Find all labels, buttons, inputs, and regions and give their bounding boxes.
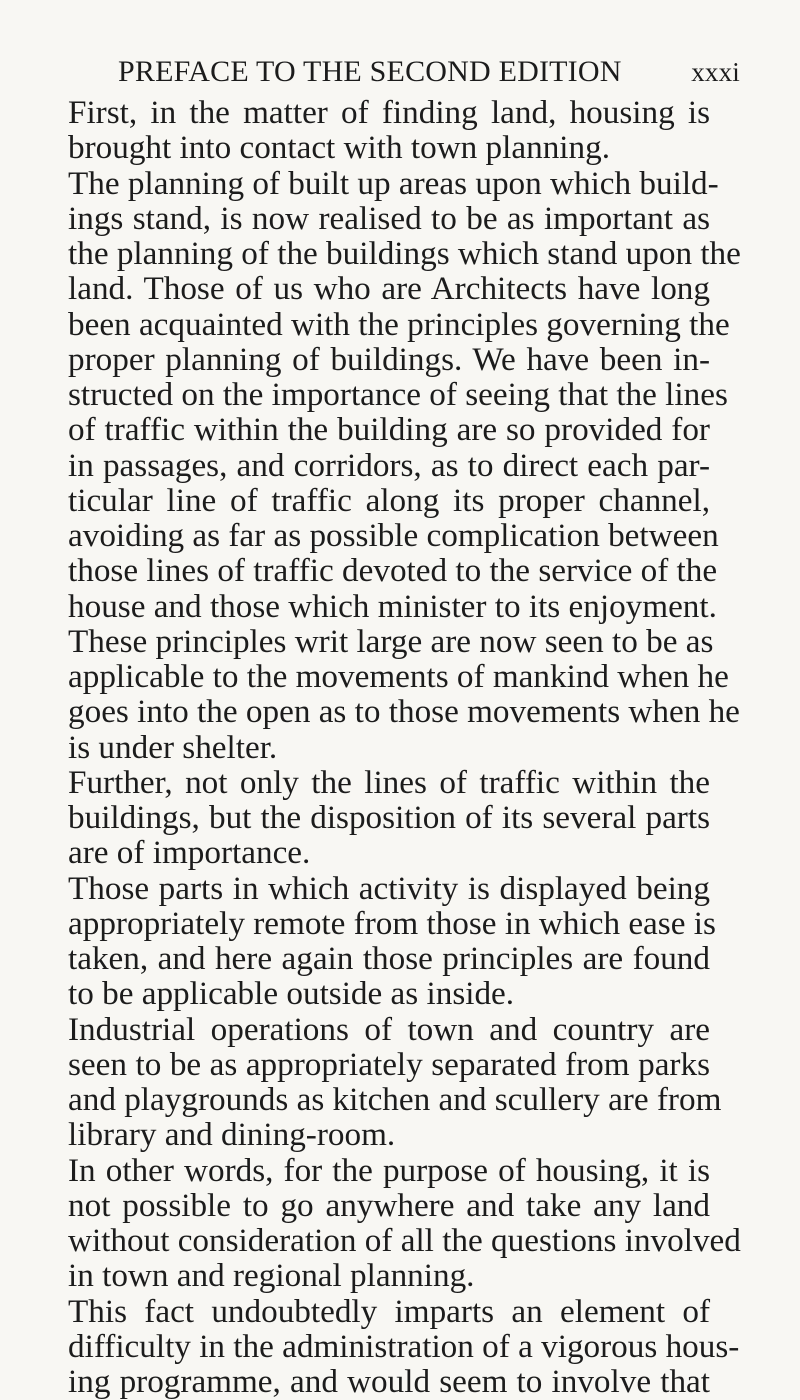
running-title: PREFACE TO THE SECOND EDITION xyxy=(118,55,622,88)
text-line: been acquainted with the principles governing the xyxy=(68,305,730,343)
text-line: Industrial operations of town and country are xyxy=(68,1010,710,1048)
text-line: buildings, but the disposition of its several parts xyxy=(68,799,710,836)
text-line: those lines of traffic devoted to the service of the xyxy=(68,552,718,590)
text-line: brought into contact with town planning. xyxy=(68,129,610,167)
text-line: avoiding as far as possible complication between xyxy=(68,517,719,554)
text-line: appropriately remote from those in which ease is xyxy=(68,904,716,942)
text-line: seen to be as appropriately separated from parks xyxy=(68,1045,710,1083)
running-head xyxy=(112,55,740,95)
text-line: of traffic within the building are so provided for xyxy=(68,411,710,449)
text-line: In other words, for the purpose of housing, it is xyxy=(68,1151,710,1189)
body-text xyxy=(68,94,741,1400)
text-line: is under shelter. xyxy=(68,728,278,766)
text-line: in passages, and corridors, as to direct each par- xyxy=(68,446,710,484)
text-line: applicable to the movements of mankind when he xyxy=(68,658,729,695)
text-line: Further, not only the lines of traffic within the xyxy=(68,763,710,801)
text-line: First, in the matter of finding land, housing is xyxy=(68,94,710,131)
text-line: Those parts in which activity is displayed being xyxy=(68,869,710,907)
text-line: These principles writ large are now seen to be as xyxy=(68,622,714,660)
text-line: goes into the open as to those movements when he xyxy=(68,693,740,731)
text-line: house and those which minister to its enjoyment. xyxy=(68,587,717,625)
text-line: in town and regional planning. xyxy=(68,1257,475,1295)
text-line: taken, and here again those principles are found xyxy=(68,940,710,977)
text-line: land. Those of us who are Architects have long xyxy=(68,270,710,308)
text-line: and playgrounds as kitchen and scullery are from xyxy=(68,1081,722,1118)
text-line: ticular line of traffic along its proper channel, xyxy=(68,481,710,519)
text-line: to be applicable outside as inside. xyxy=(68,975,515,1013)
text-line: The planning of built up areas upon which build- xyxy=(68,164,719,202)
text-line: difficulty in the administration of a vigorous hous- xyxy=(68,1327,740,1365)
text-line: without consideration of all the questions involved xyxy=(68,1222,741,1259)
text-line: the planning of the buildings which stand upon the xyxy=(68,235,741,272)
text-line: library and dining-room. xyxy=(68,1116,396,1154)
text-line: This fact undoubtedly imparts an element of xyxy=(68,1292,710,1330)
text-line: ings stand, is now realised to be as important as xyxy=(68,199,710,237)
text-line: are of importance. xyxy=(68,834,311,872)
page-number: xxxi xyxy=(691,57,740,87)
text-line: proper planning of buildings. We have been in- xyxy=(68,340,710,378)
text-line: ing programme, and would seem to involve that xyxy=(68,1363,710,1400)
text-line: not possible to go anywhere and take any land xyxy=(68,1186,710,1224)
text-line: structed on the importance of seeing that the lines xyxy=(68,376,728,413)
